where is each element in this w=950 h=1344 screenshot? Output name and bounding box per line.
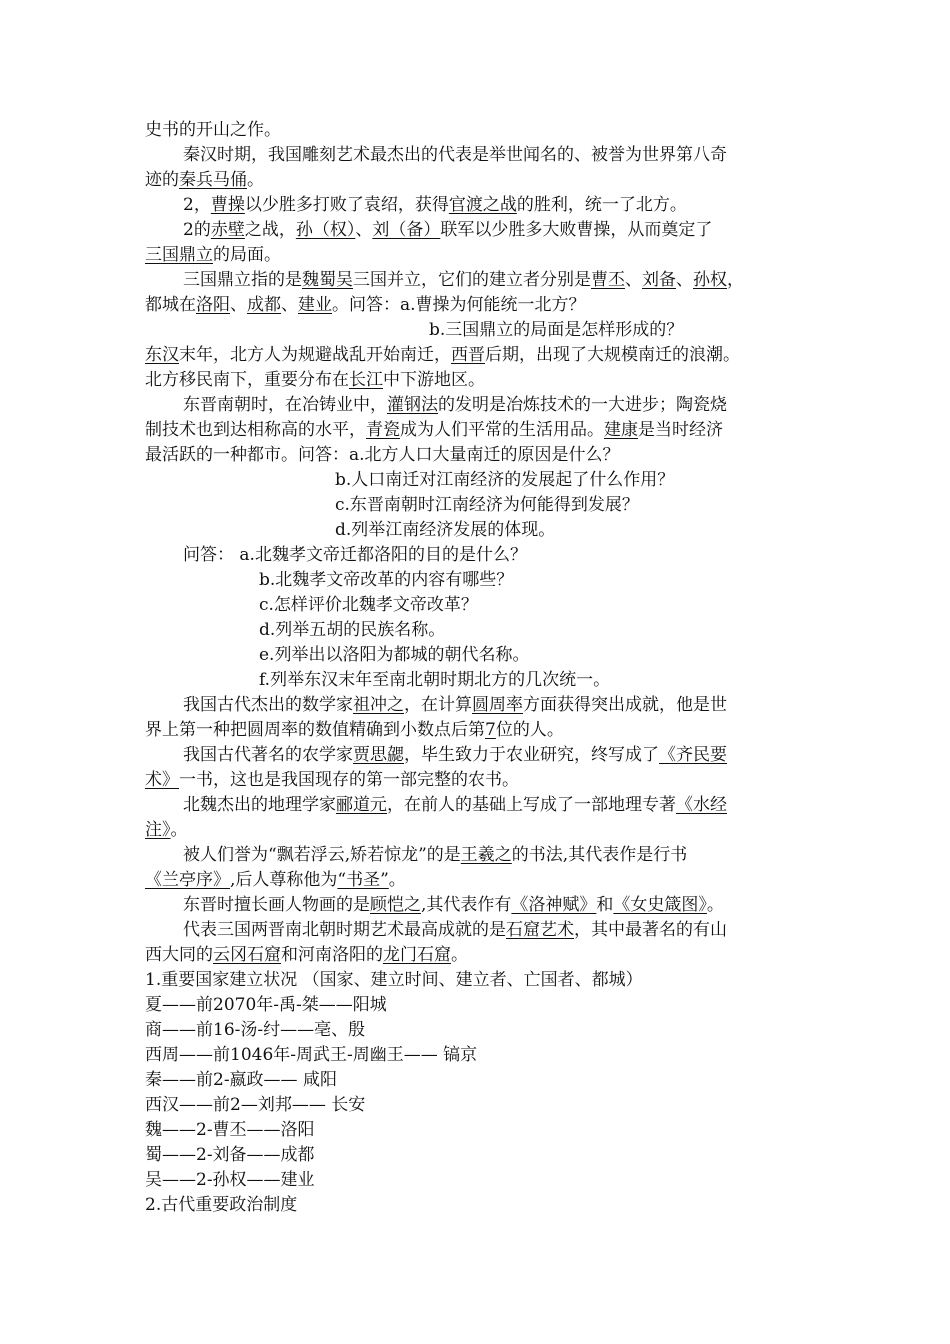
text-segment: c.怎样评价北魏孝文帝改革？ bbox=[259, 595, 478, 615]
text-segment: 最活跃的一种都市。问答：a.北方人口大量南迁的原因是什么？ bbox=[145, 445, 620, 465]
text-segment: b.北魏孝文帝改革的内容有哪些？ bbox=[259, 570, 514, 590]
text-segment: 以少胜多打败了袁绍，获得 bbox=[244, 195, 449, 215]
underlined-term: 成都 bbox=[247, 295, 281, 315]
underlined-term: 顾恺之 bbox=[370, 895, 421, 915]
text-line bbox=[145, 668, 815, 693]
text-segment: 北魏杰出的地理学家 bbox=[183, 795, 336, 815]
text-line bbox=[145, 118, 815, 143]
underlined-term: 注》 bbox=[145, 820, 171, 840]
text-line bbox=[145, 168, 815, 193]
text-segment: 、 bbox=[355, 220, 373, 240]
text-line bbox=[145, 618, 815, 643]
text-segment: d.列举江南经济发展的体现。 bbox=[335, 520, 556, 540]
text-segment: 东晋时擅长画人物画的是 bbox=[183, 895, 370, 915]
text-line bbox=[145, 943, 815, 968]
text-line bbox=[145, 968, 815, 993]
text-segment: 的书法,其代表作是行书 bbox=[511, 845, 688, 865]
underlined-term: 三国鼎立 bbox=[145, 245, 213, 265]
text-segment: 问答： a.北魏孝文帝迁都洛阳的目的是什么？ bbox=[183, 545, 527, 565]
text-segment: 界上第一种把圆周率的数值精确到小数点后第 bbox=[145, 720, 485, 740]
text-segment: 2.古代重要政治制度 bbox=[145, 1195, 298, 1215]
text-line bbox=[145, 793, 815, 818]
text-segment: 是当时经济 bbox=[638, 420, 723, 440]
text-segment: 的发明是冶炼技术的一大进步；陶瓷烧 bbox=[438, 395, 727, 415]
underlined-term: 官渡之战 bbox=[448, 195, 517, 215]
text-segment: 西汉——前2—刘邦—— 长安 bbox=[145, 1095, 366, 1115]
text-segment: f.列举东汉末年至南北朝时期北方的几次统一。 bbox=[259, 670, 611, 690]
underlined-term: 《女史箴图》 bbox=[613, 895, 707, 915]
text-segment: 都城在 bbox=[145, 295, 196, 315]
text-line bbox=[145, 718, 815, 743]
text-segment: 一书，这也是我国现存的第一部完整的农书。 bbox=[179, 770, 519, 790]
text-segment: 的胜利，统一了北方。 bbox=[516, 195, 687, 215]
text-segment: 吴——2-孙权——建业 bbox=[145, 1170, 315, 1190]
text-segment: 之战， bbox=[244, 220, 296, 240]
text-line bbox=[145, 318, 815, 343]
text-segment: ， bbox=[727, 270, 744, 290]
underlined-term: 孙权 bbox=[693, 270, 727, 290]
text-segment: 和河南洛阳的 bbox=[281, 945, 383, 965]
text-segment: 迹的 bbox=[145, 170, 179, 190]
text-line bbox=[145, 768, 815, 793]
underlined-term: 西晋 bbox=[451, 345, 485, 365]
underlined-term: 《兰亭序》 bbox=[145, 870, 230, 890]
text-line bbox=[145, 1168, 815, 1193]
underlined-term: 贾思勰 bbox=[353, 745, 404, 765]
text-line bbox=[145, 693, 815, 718]
text-segment: 西周——前1046年-周武王-周幽王—— 镐京 bbox=[145, 1045, 478, 1065]
text-segment: 我国古代杰出的数学家 bbox=[183, 695, 353, 715]
text-line bbox=[145, 918, 815, 943]
underlined-term: 《齐民要 bbox=[659, 745, 727, 765]
text-line bbox=[145, 868, 815, 893]
text-segment: 、 bbox=[281, 295, 298, 315]
text-segment: 、 bbox=[625, 270, 642, 290]
underlined-term: 长江 bbox=[349, 370, 383, 390]
text-segment: ，在前人的基础上写成了一部地理专著 bbox=[387, 795, 676, 815]
text-segment: 成为人们平常的生活用品。 bbox=[400, 420, 604, 440]
text-segment: 史书的开山之作。 bbox=[145, 120, 281, 140]
underlined-term: 7 bbox=[485, 720, 496, 740]
text-segment: 1.重要国家建立状况 （国家、建立时间、建立者、亡国者、都城） bbox=[145, 970, 643, 990]
text-segment: 秦——前2-嬴政—— 咸阳 bbox=[145, 1070, 337, 1090]
text-line bbox=[145, 193, 815, 218]
text-line bbox=[145, 468, 815, 493]
underlined-term: 刘（备） bbox=[372, 220, 441, 240]
text-segment: 。 bbox=[170, 820, 188, 840]
text-line bbox=[145, 543, 815, 568]
text-segment: 我国古代著名的农学家 bbox=[183, 745, 353, 765]
text-line bbox=[145, 393, 815, 418]
text-segment: 秦汉时期，我国雕刻艺术最杰出的代表是举世闻名的、被誉为世界第八奇 bbox=[183, 145, 727, 165]
text-line bbox=[145, 243, 815, 268]
text-segment: 2， bbox=[183, 195, 211, 215]
text-segment: d.列举五胡的民族名称。 bbox=[259, 620, 446, 640]
underlined-term: 秦兵马俑 bbox=[179, 170, 247, 190]
text-line bbox=[145, 518, 815, 543]
text-segment: 位的人。 bbox=[495, 720, 564, 740]
text-segment: 、 bbox=[230, 295, 247, 315]
document-body bbox=[145, 118, 815, 1218]
text-line bbox=[145, 1193, 815, 1218]
underlined-term: 术》 bbox=[145, 770, 179, 790]
text-line bbox=[145, 1093, 815, 1118]
text-segment: 三国并立，它们的建立者分别是 bbox=[353, 270, 591, 290]
text-line bbox=[145, 1118, 815, 1143]
text-segment: b.人口南迁对江南经济的发展起了什么作用？ bbox=[335, 470, 675, 490]
text-segment: 。 bbox=[706, 895, 724, 915]
underlined-term: 赤壁 bbox=[210, 220, 245, 240]
text-line bbox=[145, 643, 815, 668]
text-line bbox=[145, 1018, 815, 1043]
underlined-term: 祖冲之 bbox=[353, 695, 404, 715]
text-segment: ，其中最著名的有山 bbox=[574, 920, 727, 940]
text-segment: 代表三国两晋南北朝时期艺术最高成就的是 bbox=[183, 920, 506, 940]
text-segment: 末年，北方人为规避战乱开始南迁， bbox=[179, 345, 451, 365]
text-segment: ，在计算 bbox=[404, 695, 472, 715]
text-line bbox=[145, 1043, 815, 1068]
text-segment: 东晋南朝时，在冶铸业中， bbox=[183, 395, 387, 415]
text-segment: 魏——2-曹丕——洛阳 bbox=[145, 1120, 315, 1140]
underlined-term: 建康 bbox=[604, 420, 638, 440]
underlined-term: 魏蜀吴 bbox=[302, 270, 353, 290]
underlined-term: 云冈石窟 bbox=[213, 945, 281, 965]
text-line bbox=[145, 268, 815, 293]
text-line bbox=[145, 143, 815, 168]
underlined-term: 王羲之 bbox=[460, 845, 512, 865]
text-line bbox=[145, 1143, 815, 1168]
text-line bbox=[145, 818, 815, 843]
text-segment: 的局面。 bbox=[213, 245, 281, 265]
underlined-term: 洛阳 bbox=[196, 295, 230, 315]
underlined-term: 曹操 bbox=[210, 195, 245, 215]
text-segment: ,其代表作有 bbox=[421, 895, 512, 915]
text-segment: 被人们誉为“飘若浮云,矫若惊龙”的是 bbox=[183, 845, 461, 865]
underlined-term: 建业 bbox=[298, 295, 332, 315]
text-segment: 方面获得突出成就，他是世 bbox=[523, 695, 727, 715]
text-line bbox=[145, 993, 815, 1018]
text-segment: 夏——前2070年-禹-桀——阳城 bbox=[145, 995, 387, 1015]
text-segment: 三国鼎立指的是 bbox=[183, 270, 302, 290]
underlined-term: 龙门石窟 bbox=[383, 945, 451, 965]
text-line bbox=[145, 418, 815, 443]
text-segment: 。 bbox=[388, 870, 406, 890]
text-segment: 。问答：a.曹操为何能统一北方？ bbox=[332, 295, 586, 315]
underlined-term: 《水经 bbox=[676, 795, 727, 815]
text-line bbox=[145, 493, 815, 518]
text-segment: 后期，出现了大规模南迁的浪潮。 bbox=[485, 345, 740, 365]
underlined-term: 灌钢法 bbox=[387, 395, 438, 415]
text-segment: 西大同的 bbox=[145, 945, 213, 965]
text-segment: 和 bbox=[596, 895, 614, 915]
text-segment: 。 bbox=[451, 945, 468, 965]
underlined-term: 孙（权） bbox=[295, 220, 356, 240]
text-line bbox=[145, 843, 815, 868]
text-line bbox=[145, 218, 815, 243]
text-segment: b.三国鼎立的局面是怎样形成的？ bbox=[429, 320, 684, 340]
text-segment: 。 bbox=[247, 170, 264, 190]
text-segment: 中下游地区。 bbox=[383, 370, 485, 390]
text-segment: 商——前16-汤-纣——亳、殷 bbox=[145, 1020, 366, 1040]
text-segment: 制技术也到达相称高的水平， bbox=[145, 420, 366, 440]
text-line bbox=[145, 293, 815, 318]
text-segment: 蜀——2-刘备——成都 bbox=[145, 1145, 315, 1165]
text-line bbox=[145, 893, 815, 918]
text-segment: ，毕生致力于农业研究，终写成了 bbox=[404, 745, 659, 765]
underlined-term: 郦道元 bbox=[336, 795, 387, 815]
text-segment: ,后人尊称他为 bbox=[230, 870, 338, 890]
text-line bbox=[145, 593, 815, 618]
text-line bbox=[145, 343, 815, 368]
underlined-term: 石窟艺术 bbox=[506, 920, 574, 940]
text-segment: c.东晋南朝时江南经济为何能得到发展？ bbox=[335, 495, 639, 515]
underlined-term: “书圣” bbox=[337, 870, 389, 890]
underlined-term: 青瓷 bbox=[366, 420, 400, 440]
text-line bbox=[145, 1068, 815, 1093]
underlined-term: 刘备 bbox=[642, 270, 676, 290]
underlined-term: 《洛神赋》 bbox=[511, 895, 597, 915]
text-segment: 、 bbox=[676, 270, 693, 290]
underlined-term: 圆周率 bbox=[472, 695, 523, 715]
underlined-term: 曹丕 bbox=[591, 270, 625, 290]
text-segment: e.列举出以洛阳为都城的朝代名称。 bbox=[259, 645, 530, 665]
text-line bbox=[145, 568, 815, 593]
text-segment: 2的 bbox=[183, 220, 211, 240]
text-line bbox=[145, 443, 815, 468]
text-segment: 联军以少胜多大败曹操，从而奠定了 bbox=[440, 220, 713, 240]
text-line bbox=[145, 743, 815, 768]
text-segment: 北方移民南下，重要分布在 bbox=[145, 370, 349, 390]
text-line bbox=[145, 368, 815, 393]
underlined-term: 东汉 bbox=[145, 345, 179, 365]
